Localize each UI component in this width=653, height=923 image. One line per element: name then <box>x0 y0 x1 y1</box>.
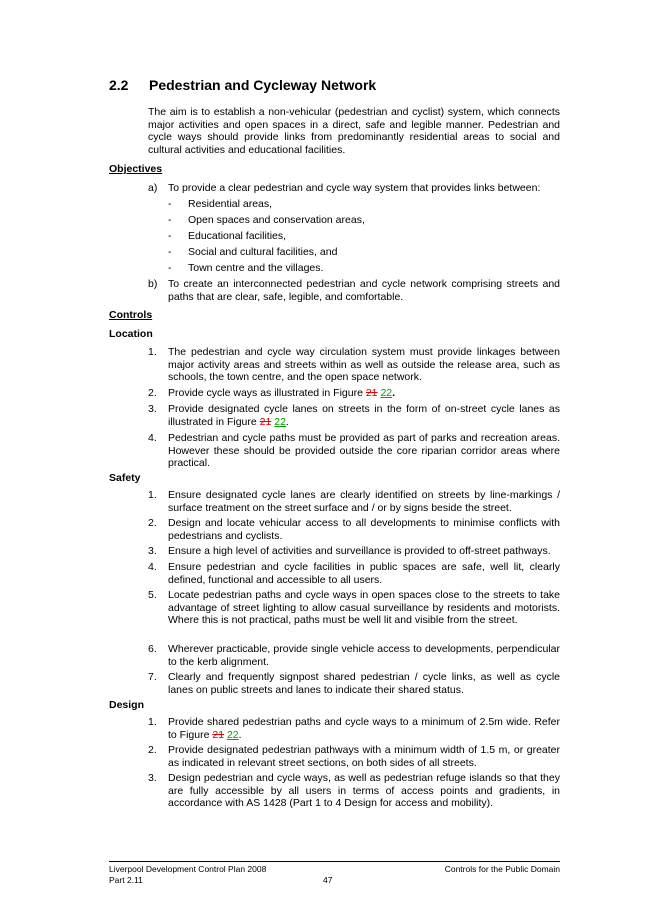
list-item: 2. Provide designated pedestrian pathways with a minimum width of 1.5 m, or greater as indicated in relevant street sections, on both sides of all streets. <box>148 744 560 769</box>
objective-b <box>148 278 560 303</box>
objective-b-text: To create an interconnected pedestrian and cycle network comprising streets and paths that are clear, safe, legible, and comfortable. <box>168 278 560 303</box>
list-item: 5. Locate pedestrian paths and cycle ways in open spaces close to the streets to take advantage of street lighting to allow casual surveillance by residents and motorists. Where this is not practical, paths must be well lit and visible from the street. <box>148 589 560 626</box>
objective-a-text: To provide a clear pedestrian and cycle way system that provides links between: <box>168 182 541 194</box>
list-item: 3. Ensure a high level of activities and surveillance is provided to off-street pathways. <box>148 545 551 557</box>
list-item: 2. Design and locate vehicular access to all developments to minimise conflicts with pedestrians and cyclists. <box>148 517 560 542</box>
objective-a <box>148 182 560 195</box>
objective-a-label: a) <box>148 182 158 194</box>
list-item: 1. Ensure designated cycle lanes are clearly identified on streets by line-markings / surface treatment on the street surface and / or by signs beside the street. <box>148 489 560 514</box>
list-item: - Social and cultural facilities, and <box>168 246 338 258</box>
safety-heading: Safety <box>109 472 141 484</box>
list-item: 1. The pedestrian and cycle way circulation system must provide linkages between major activity areas and streets within as well as outside the release area, such as schools, the town centre, and the open space network. <box>148 346 560 383</box>
list-item: 7. Clearly and frequently signpost shared pedestrian / cycle links, as well as cycle lanes on public streets and lanes to indicate their shared status. <box>148 671 560 696</box>
design-heading: Design <box>109 699 145 711</box>
objectives-heading: Objectives <box>109 163 163 175</box>
location-heading: Location <box>109 328 153 340</box>
list-item: 2. Provide cycle ways as illustrated in Figure 21 22. <box>148 387 396 399</box>
list-item: - Residential areas, <box>168 198 273 210</box>
list-item: 1. Provide shared pedestrian paths and cycle ways to a minimum of 2.5m wide. Refer to Figure 21 22. <box>148 716 560 741</box>
section-heading <box>109 77 376 93</box>
footer-doc-title: Liverpool Development Control Plan 2008 <box>109 864 267 874</box>
intro-paragraph: The aim is to establish a non-vehicular (pedestrian and cyclist) system, which connects major activities and open spaces in a direct, safe and legible manner. Pedestrian and cycle ways should provide links from predominantly residential areas to social and cultural activities and educational facilities. <box>148 106 560 156</box>
page-number: 47 <box>323 875 333 885</box>
list-item: 4. Ensure pedestrian and cycle facilities in public spaces are safe, well lit, clearly defined, functional and accessible to all users. <box>148 561 560 586</box>
footer-divider <box>109 861 560 862</box>
list-item: 4. Pedestrian and cycle paths must be provided as part of parks and recreation areas. However these should be provided outside the core riparian corridor areas where practical. <box>148 432 560 469</box>
list-item: - Educational facilities, <box>168 230 287 242</box>
section-number: 2.2 <box>109 77 129 93</box>
list-item: 3. Design pedestrian and cycle ways, as well as pedestrian refuge islands so that they are fully accessible by all users in terms of access points and gradients, in accordance with AS 1428 (Part 1 to 4 Design for access and mobility). <box>148 772 560 809</box>
footer-section: Controls for the Public Domain <box>444 864 560 874</box>
controls-heading: Controls <box>109 309 153 321</box>
list-item: - Town centre and the villages. <box>168 262 324 274</box>
section-title: Pedestrian and Cycleway Network <box>149 77 377 93</box>
footer-part: Part 2.11 <box>109 875 143 885</box>
list-item: 6. Wherever practicable, provide single vehicle access to developments, perpendicular to the kerb alignment. <box>148 643 560 668</box>
list-item: 3. Provide designated cycle lanes on streets in the form of on-street cycle lanes as illustrated in Figure 21 22. <box>148 403 560 428</box>
list-item: - Open spaces and conservation areas, <box>168 214 365 226</box>
objective-b-label: b) <box>148 278 158 290</box>
